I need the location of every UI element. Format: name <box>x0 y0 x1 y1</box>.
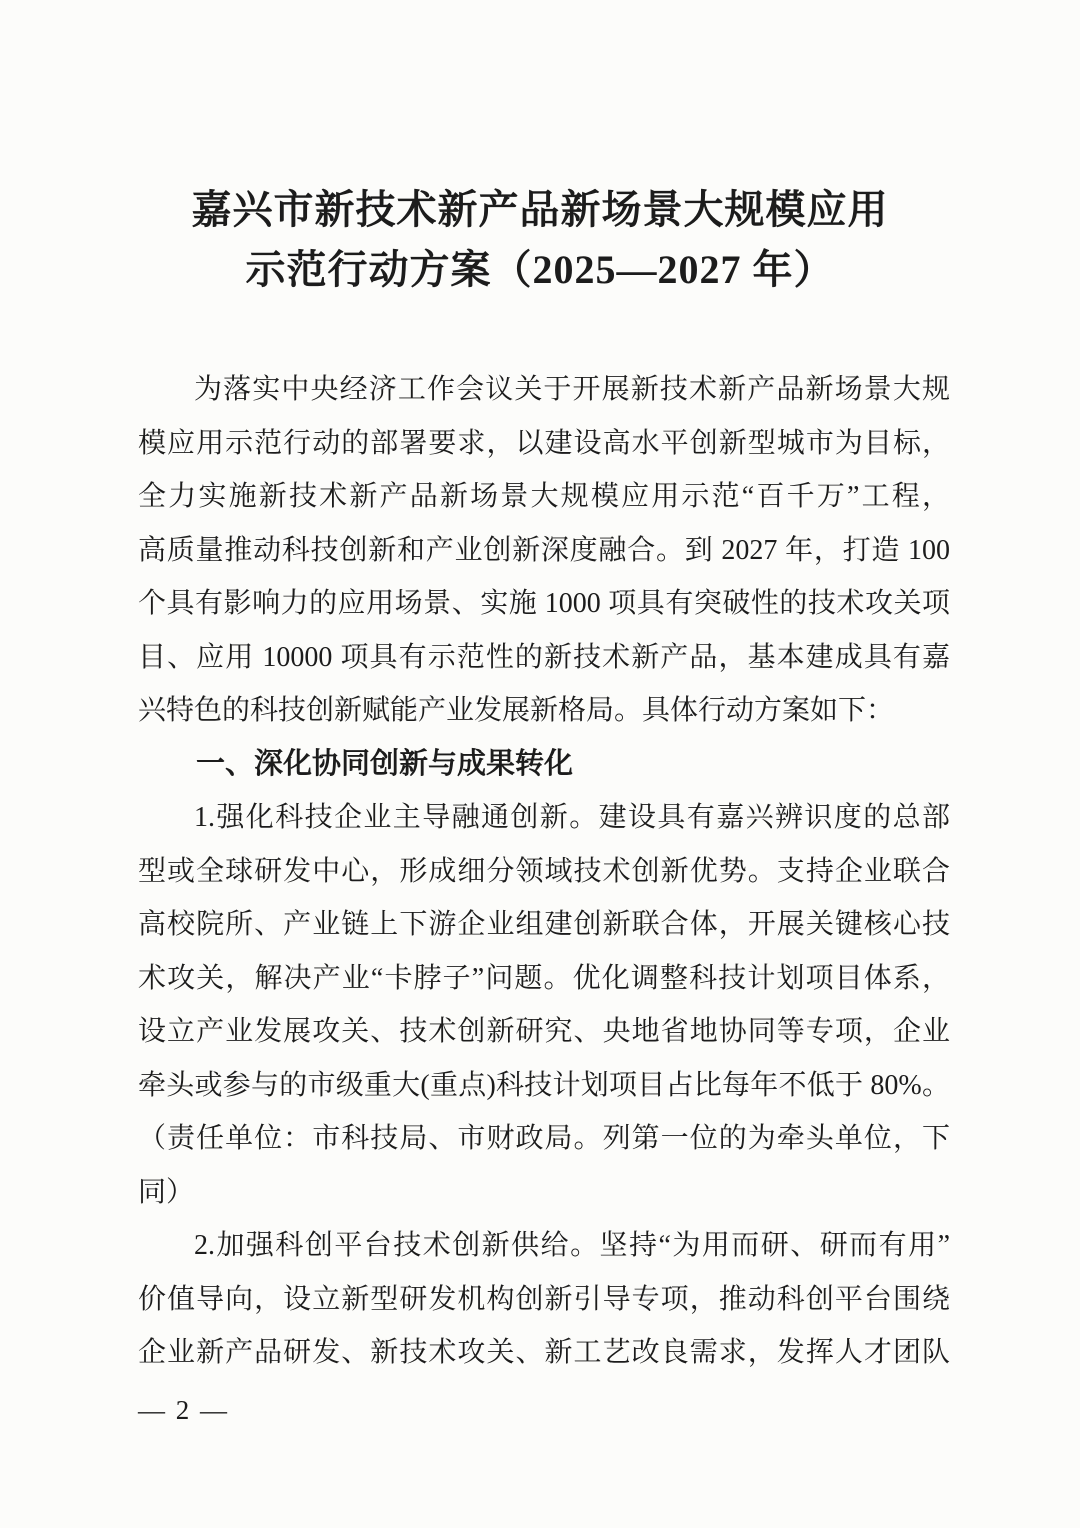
body-line: 牵头或参与的市级重大(重点)科技计划项目占比每年不低于 80%。 <box>138 1069 950 1101</box>
body-line: 个具有影响力的应用场景、实施 1000 项具有突破性的技术攻关项 <box>138 588 950 619</box>
body-line: 1.强化科技企业主导融通创新。建设具有嘉兴辨识度的总部 <box>194 802 950 833</box>
document-title <box>0 180 1080 300</box>
body-line: 高质量推动科技创新和产业创新深度融合。到 2027 年，打造 100 <box>138 534 950 566</box>
page-footer <box>138 1390 229 1430</box>
body-line: 高校院所、产业链上下游企业组建创新联合体，开展关键核心技 <box>138 909 950 940</box>
body-line: 设立产业发展攻关、技术创新研究、央地省地协同等专项，企业 <box>138 1016 950 1047</box>
body-line: 型或全球研发中心，形成细分领域技术创新优势。支持企业联合 <box>138 855 950 887</box>
document-body <box>138 363 950 1380</box>
body-line: 为落实中央经济工作会议关于开展新技术新产品新场景大规 <box>194 374 950 405</box>
title-line-2: 示范行动方案（2025—2027 年） <box>245 247 835 292</box>
section-heading: 一、深化协同创新与成果转化 <box>196 747 574 780</box>
title-line-1: 嘉兴市新技术新产品新场景大规模应用 <box>191 187 889 232</box>
body-line: 全力实施新技术新产品新场景大规模应用示范“百千万”工程， <box>138 481 950 512</box>
page-number: — 2 — <box>138 1395 229 1425</box>
body-line: 兴特色的科技创新赋能产业发展新格局。具体行动方案如下： <box>138 695 895 726</box>
body-line: （责任单位：市科技局、市财政局。列第一位的为牵头单位，下 <box>138 1123 950 1154</box>
body-line: 目、应用 10000 项具有示范性的新技术新产品，基本建成具有嘉 <box>138 641 950 673</box>
body-line: 同） <box>138 1176 195 1208</box>
body-line: 价值导向，设立新型研发机构创新引导专项，推动科创平台围绕 <box>138 1283 950 1315</box>
body-line: 术攻关，解决产业“卡脖子”问题。优化调整科技计划项目体系， <box>138 962 950 994</box>
body-line: 模应用示范行动的部署要求，以建设高水平创新型城市为目标， <box>138 427 950 459</box>
body-line: 企业新产品研发、新技术攻关、新工艺改良需求，发挥人才团队 <box>138 1337 950 1368</box>
body-line: 2.加强科创平台技术创新供给。坚持“为用而研、研而有用” <box>194 1230 950 1261</box>
